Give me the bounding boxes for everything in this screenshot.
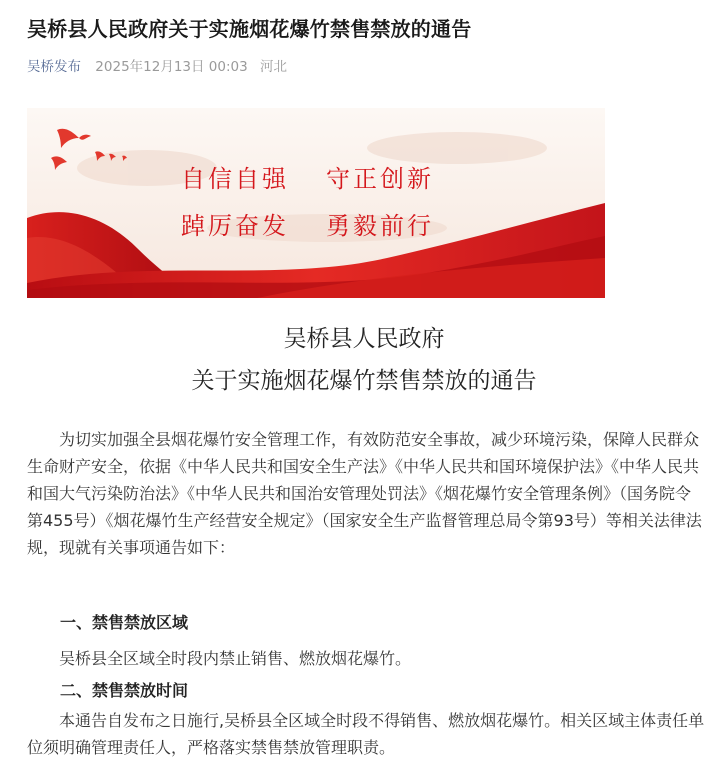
publish-date: 2025年12月13日 00:03 — [95, 59, 248, 75]
intro-paragraph: 为切实加强全县烟花爆竹安全管理工作，有效防范安全事故，减少环境污染，保障人民群众生命财产安全，依据《中华人民共和国安全生产法》《中华人民共和国环境保护法》《中华人民共和国大气污染防治法》《中华人民共和国治安管理处罚法》《烟花爆竹安全管理条例》（国务院令第455号）《烟花爆竹生产经营安全规定》（国家安全生产监督管理总局令第93号）等相关法律法规，现就有关事项通告如下： — [27, 430, 702, 557]
banner-slogan-1: 自信自强 — [181, 165, 289, 193]
publish-location: 河北 — [260, 59, 288, 75]
document-heading-line1: 吴桥县人民政府 — [283, 326, 445, 352]
banner-artwork — [27, 108, 605, 298]
section2-title: 二、禁售禁放时间 — [60, 681, 189, 700]
banner-slogan-4: 勇毅前行 — [326, 212, 434, 240]
section1-text: 吴桥县全区域全时段内禁止销售、燃放烟花爆竹。 — [59, 649, 412, 668]
article-title: 吴桥县人民政府关于实施烟花爆竹禁售禁放的通告 — [27, 17, 472, 41]
banner-slogan-3: 踔厉奋发 — [181, 212, 289, 240]
section1-title: 一、禁售禁放区域 — [60, 613, 189, 632]
article-meta — [27, 57, 287, 77]
account-name[interactable]: 吴桥发布 — [27, 59, 81, 75]
section2-text: 本通告自发布之日施行,吴桥县全区域全时段不得销售、燃放烟花爆竹。相关区域主体责任单位须明确管理责任人，严格落实禁售禁放管理职责。 — [27, 711, 705, 757]
banner-image — [27, 108, 605, 298]
banner-slogan-2: 守正创新 — [326, 165, 434, 193]
document-heading-line2: 关于实施烟花爆竹禁售禁放的通告 — [191, 368, 537, 394]
